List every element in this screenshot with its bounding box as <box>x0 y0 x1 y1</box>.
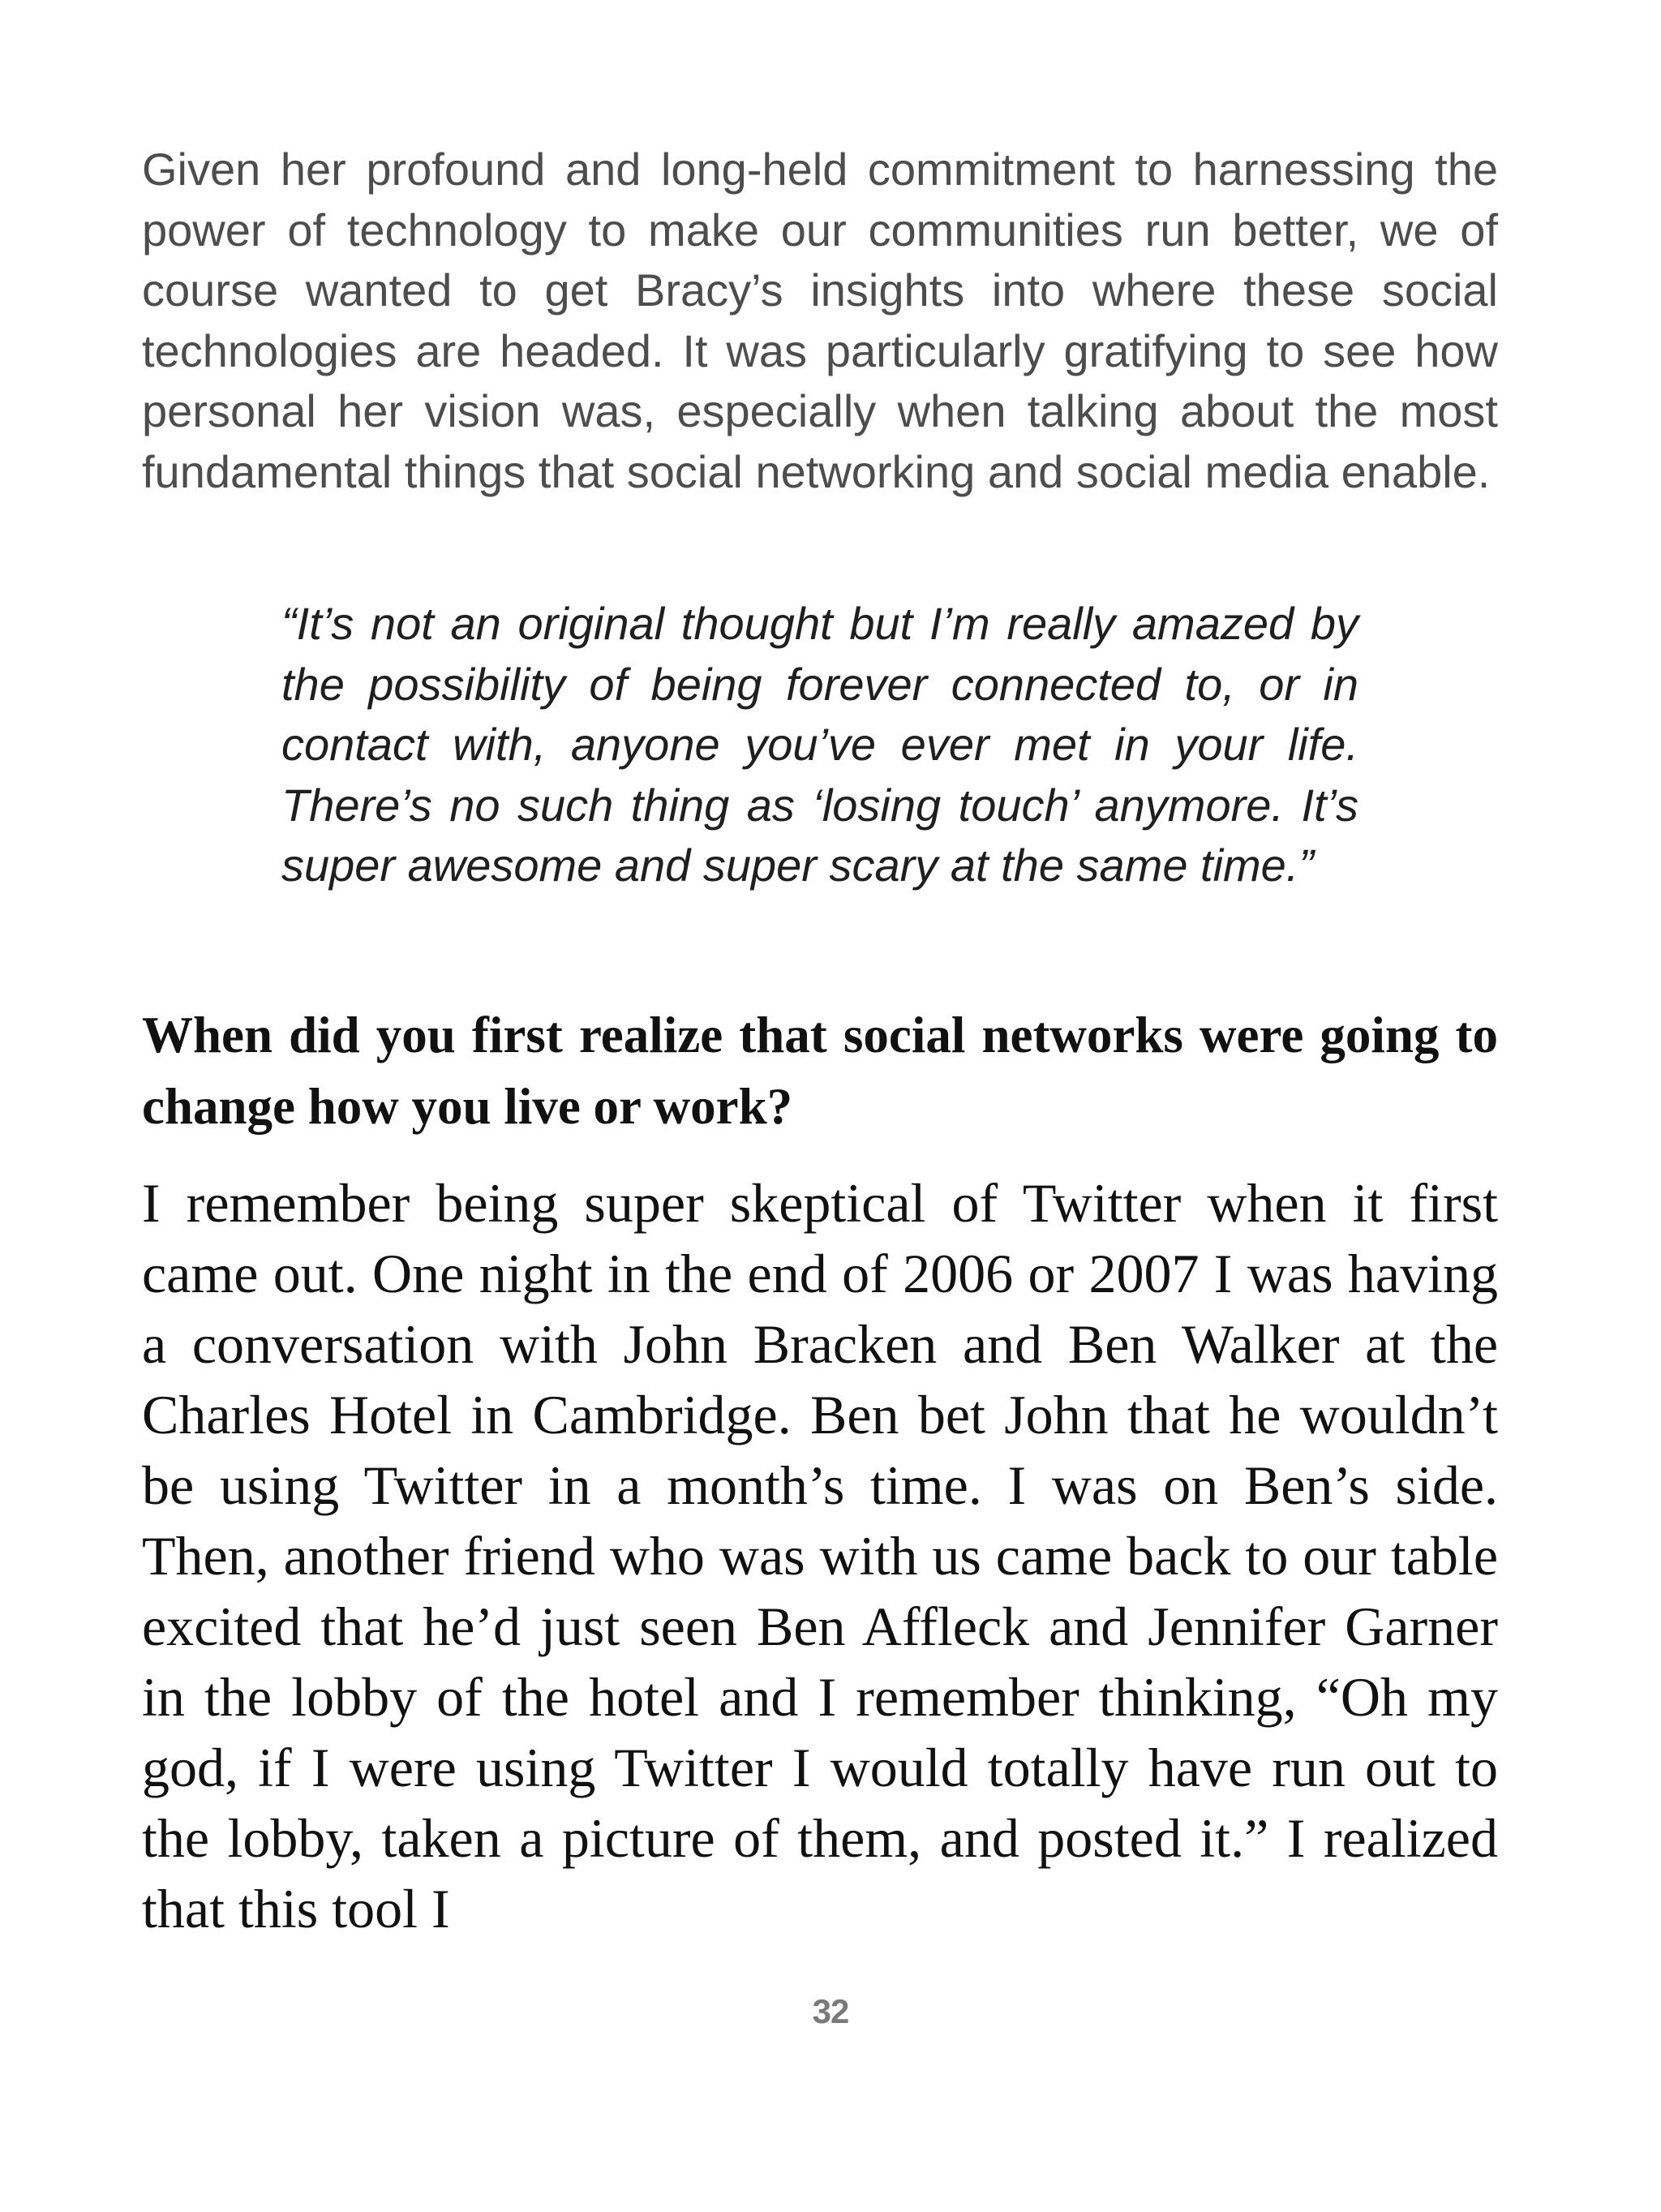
pull-quote: “It’s not an original thought but I’m really amazed by the possibility of being forever connected to, or in contact with, anyone you’ve ever met in your life. There’s no such thing as ‘losing touch’ anymore. It’s super awesome and super scary at the same time.” <box>281 598 1358 891</box>
intro-paragraph: Given her profound and long-held commitment to harnessing the power of technology to make our communities run better, we of course wanted to get Bracy’s insights into where these social technologies are headed. It was particularly gratifying to see how personal her vision was, especially when talking about the most fundamental things that social networking and social media enable. <box>142 144 1498 497</box>
answer-paragraph: I remember being super skeptical of Twitter when it first came out. One night in the end of 2006 or 2007 I was having a conversation with John Bracken and Ben Walker at the Charles Hotel in Cambridge. Ben bet John that he wouldn’t be using Twitter in a month’s time. I was on Ben’s side. Then, another friend who was with us came back to our table excited that he’d just seen Ben Affleck and Jennifer Garner in the lobby of the hotel and I remember thinking, “Oh my god, if I were using Twitter I would totally have run out to the lobby, taken a picture of them, and posted it.” I realized that this tool I <box>142 1172 1498 1939</box>
page-number: 32 <box>812 1992 849 2030</box>
question-heading: When did you first realize that social networks were going to change how you live or work? <box>142 1007 1498 1135</box>
